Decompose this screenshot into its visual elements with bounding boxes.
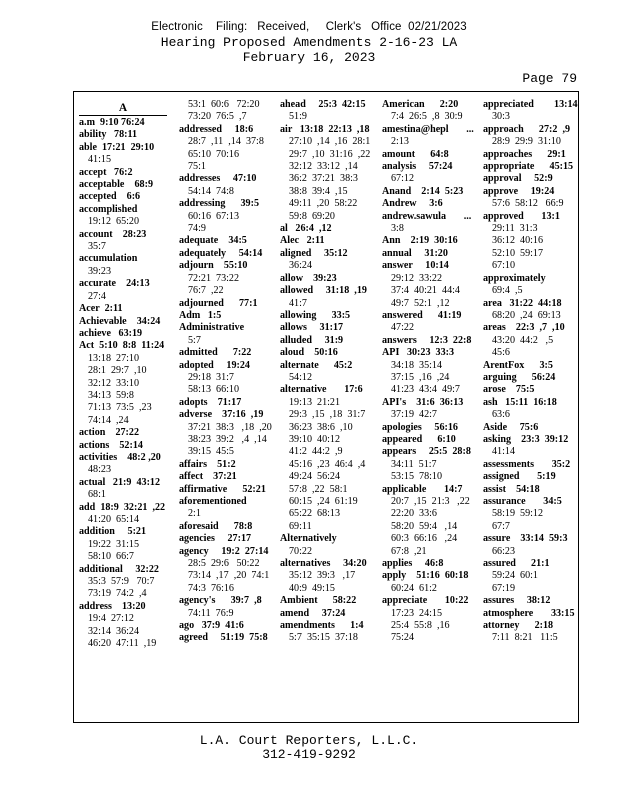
index-term: applies 46:8	[382, 558, 444, 570]
index-references: 41:2 44:2 ,9	[289, 446, 343, 458]
index-references: 34:18 35:14	[391, 359, 443, 371]
index-references: 73:20 76:5 ,7	[188, 111, 247, 123]
index-term: API 30:23 33:3	[382, 347, 455, 359]
index-term: ArentFox 3:5	[483, 359, 553, 371]
index-term: annual 31:20	[382, 247, 448, 259]
index-references: 29:11 31:3	[492, 223, 538, 235]
index-term: additional 32:22	[79, 563, 159, 575]
index-term: allows 31:17	[280, 322, 344, 334]
index-references: 35:7	[88, 241, 106, 253]
index-references: 34:11 51:7	[391, 458, 437, 470]
index-references: 67:12	[391, 173, 414, 185]
index-term: Alec 2:11	[280, 235, 325, 247]
index-references: 29:3 ,15 ,18 31:7	[289, 409, 366, 421]
index-references: 65:22 68:13	[289, 508, 341, 520]
index-term: assigned 5:19	[483, 471, 556, 483]
index-term: adjourn 55:10	[179, 260, 248, 272]
index-term: applicable 14:7	[382, 483, 463, 495]
index-references: 73:19 74:2 ,4	[88, 588, 147, 600]
index-references: 41:15	[88, 154, 111, 166]
section-letter: A	[79, 101, 167, 116]
index-references: 75:1	[188, 161, 206, 173]
index-references: 39:10 40:12	[289, 433, 341, 445]
index-term: alluded 31:9	[280, 334, 344, 346]
index-term: assessments 35:2	[483, 458, 571, 470]
index-term: allowing 33:5	[280, 309, 351, 321]
index-term: American 2:20	[382, 99, 459, 110]
index-term: actual 21:9 43:12	[79, 476, 161, 488]
index-term: agency 19:2 27:14	[179, 545, 269, 557]
index-references: 76:7 ,22	[188, 285, 224, 297]
index-references: 54:12	[289, 371, 312, 383]
index-references: 29:12 33:22	[391, 272, 443, 284]
transcript-date: February 16, 2023	[242, 50, 376, 65]
index-term: answered 41:19	[382, 309, 462, 321]
index-column-2	[179, 99, 275, 645]
index-term: affirmative 52:21	[179, 483, 266, 495]
index-column-3	[280, 99, 376, 645]
index-term: analysis 57:24	[382, 161, 453, 173]
index-references: 5:7	[188, 334, 201, 346]
index-references: 66:23	[492, 545, 515, 557]
index-term: aligned 35:12	[280, 247, 348, 259]
index-references: 5:7 35:15 37:18	[289, 632, 358, 644]
index-references: 53:1 60:6 72:20	[188, 99, 260, 110]
index-references: 75:24	[391, 632, 414, 644]
index-term: ability 78:11	[79, 129, 138, 141]
index-references: 41:7	[289, 297, 307, 309]
index-references: 32:12 33:12 ,14	[289, 161, 358, 173]
index-term: appreciated 13:14	[483, 99, 578, 110]
index-references: 25:4 55:8 ,16	[391, 620, 450, 632]
index-references: 30:3	[492, 111, 510, 123]
index-references: 54:14 74:8	[188, 185, 234, 197]
index-references: 36:2 37:21 38:3	[289, 173, 358, 185]
index-references: 45:16 ,23 46:4 ,4	[289, 458, 366, 470]
index-term: Administrative	[179, 322, 245, 334]
index-references: 37:15 ,16 ,24	[391, 371, 450, 383]
index-references: 37:21 38:3 ,18 ,20	[188, 421, 272, 433]
index-column-5	[483, 99, 579, 645]
index-term: Achievable 34:24	[79, 315, 161, 327]
index-references: 58:13 66:10	[188, 384, 240, 396]
index-term: Adm 1:5	[179, 309, 222, 321]
index-term: agreed 51:19 75:8	[179, 632, 268, 644]
index-term: area 31:22 44:18	[483, 297, 562, 309]
index-term: Anand 2:14 5:23	[382, 185, 464, 197]
transcript-title: Hearing Proposed Amendments 2-16-23 LA	[160, 35, 458, 50]
index-term: aforesaid 78:8	[179, 520, 253, 532]
index-references: 67:10	[492, 260, 515, 272]
index-term: a.m 9:10 76:24	[79, 117, 145, 128]
index-references: 71:13 73:5 ,23	[88, 402, 152, 414]
index-references: 74:14 ,24	[88, 414, 129, 426]
index-term: addition 5:21	[79, 526, 147, 538]
index-references: 43:20 44:2 ,5	[492, 334, 554, 346]
index-term: addressed 18:6	[179, 123, 254, 135]
index-references: 32:12 33:10	[88, 377, 140, 389]
index-term: al 26:4 ,12	[280, 223, 332, 235]
index-term: adopts 71:17	[179, 396, 242, 408]
index-term: alternate 45:2	[280, 359, 353, 371]
index-references: 67:7	[492, 520, 510, 532]
index-term: adjourned 77:1	[179, 297, 258, 309]
index-term: asking 23:3 39:12	[483, 433, 569, 445]
index-term: add 18:9 32:21 ,22	[79, 501, 166, 513]
index-references: 72:21 73:22	[188, 272, 240, 284]
index-term: approximately	[483, 272, 546, 284]
index-references: 49:11 ,20 58:22	[289, 198, 358, 210]
index-references: 57:8 ,22 58:1	[289, 483, 348, 495]
page-number: Page 79	[522, 71, 577, 86]
index-term: affairs 51:2	[179, 458, 236, 470]
index-term: adopted 19:24	[179, 359, 250, 371]
index-term: appeared 6:10	[382, 433, 456, 445]
index-references: 19:12 65:20	[88, 216, 140, 228]
index-references: 37:4 40:21 44:4	[391, 285, 460, 297]
index-references: 60:15 ,24 61:19	[289, 496, 358, 507]
index-term: attorney 2:18	[483, 620, 554, 632]
index-references: 69:11	[289, 520, 312, 532]
index-references: 68:20 ,24 69:13	[492, 309, 561, 321]
index-term: andrew.sawula ...	[382, 210, 472, 222]
index-term: appropriate 45:15	[483, 161, 574, 173]
index-term: Alternatively	[280, 533, 337, 545]
index-references: 7:11 8:21 11:5	[492, 632, 558, 644]
index-references: 49:24 56:24	[289, 471, 341, 483]
index-references: 48:23	[88, 464, 111, 476]
index-references: 27:10 ,14 ,16 28:1	[289, 136, 371, 148]
index-references: 73:14 ,17 ,20 74:1	[188, 570, 270, 582]
index-references: 7:4 26:5 ,8 30:9	[391, 111, 463, 123]
index-references: 19:4 27:12	[88, 613, 134, 625]
index-references: 59:8 69:20	[289, 210, 335, 222]
index-term: accurate 24:13	[79, 278, 150, 290]
index-references: 27:4	[88, 290, 106, 302]
index-term: aloud 50:16	[280, 347, 338, 359]
index-references: 46:20 47:11 ,19	[88, 638, 157, 650]
index-term: answer 10:14	[382, 260, 449, 272]
index-term: Ambient 58:22	[280, 595, 357, 607]
index-term: answers 12:3 22:8	[382, 334, 472, 346]
index-column-1	[79, 101, 175, 650]
index-references: 74:3 76:16	[188, 582, 234, 594]
index-term: Ann 2:19 30:16	[382, 235, 458, 247]
index-term: aforementioned	[179, 496, 247, 507]
index-term: amount 64:8	[382, 148, 449, 160]
index-term: Acer 2:11	[79, 303, 123, 315]
index-term: arguing 56:24	[483, 371, 556, 383]
index-term: Act 5:10 8:8 11:24	[79, 340, 165, 352]
index-term: alternative 17:6	[280, 384, 363, 396]
index-references: 70:22	[289, 545, 312, 557]
index-term: assured 21:1	[483, 558, 550, 570]
index-references: 32:14 36:24	[88, 625, 140, 637]
index-term: Andrew 3:6	[382, 198, 443, 210]
index-references: 51:9	[289, 111, 307, 123]
index-term: agency's 39:7 ,8	[179, 595, 262, 607]
index-term: assure 33:14 59:3	[483, 533, 568, 545]
index-references: 63:6	[492, 409, 510, 421]
index-references: 45:6	[492, 347, 510, 359]
index-term: approach 27:2 ,9	[483, 123, 571, 135]
index-references: 28:1 29:7 ,10	[88, 365, 147, 377]
index-term: areas 22:3 ,7 ,10	[483, 322, 565, 334]
index-term: ash 15:11 16:18	[483, 396, 557, 408]
index-term: ago 37:9 41:6	[179, 620, 244, 632]
index-term: approval 52:9	[483, 173, 553, 185]
index-term: adverse 37:16 ,19	[179, 409, 264, 421]
index-term: approved 13:1	[483, 210, 560, 222]
index-term: addressing 39:5	[179, 198, 260, 210]
index-term: amestina@hepl ...	[382, 123, 474, 135]
index-term: amendments 1:4	[280, 620, 364, 632]
index-references: 36:12 40:16	[492, 235, 544, 247]
index-references: 68:1	[88, 489, 106, 501]
index-term: appears 25:5 28:8	[382, 446, 471, 458]
index-term: assist 54:18	[483, 483, 540, 495]
index-references: 52:10 59:17	[492, 247, 544, 259]
index-references: 69:4 ,5	[492, 285, 523, 297]
index-references: 58:19 59:12	[492, 508, 544, 520]
index-references: 37:19 42:7	[391, 409, 437, 421]
index-term: ahead 25:3 42:15	[280, 99, 366, 110]
index-references: 65:10 70:16	[188, 148, 240, 160]
index-term: air 13:18 22:13 ,18	[280, 123, 370, 135]
index-term: action 27:22	[79, 427, 139, 439]
index-term: accepted 6:6	[79, 191, 141, 203]
index-references: 58:10 66:7	[88, 551, 134, 563]
index-term: Aside 75:6	[483, 421, 539, 433]
index-column-4	[382, 99, 478, 645]
index-term: able 17:21 29:10	[79, 141, 155, 153]
index-references: 47:22	[391, 322, 414, 334]
index-references: 17:23 24:15	[391, 607, 443, 619]
index-references: 36:23 38:6 ,10	[289, 421, 353, 433]
index-references: 22:20 33:6	[391, 508, 437, 520]
index-term: addresses 47:10	[179, 173, 257, 185]
index-references: 28:7 ,11 ,14 37:8	[188, 136, 264, 148]
index-term: assures 38:12	[483, 595, 551, 607]
index-term: arose 75:5	[483, 384, 535, 396]
index-references: 67:8 ,21	[391, 545, 427, 557]
index-term: appreciate 10:22	[382, 595, 469, 607]
index-references: 28:9 29:9 31:10	[492, 136, 561, 148]
index-references: 74:9	[188, 223, 206, 235]
index-term: adequate 34:5	[179, 235, 247, 247]
index-references: 35:12 39:3 ,17	[289, 570, 356, 582]
index-term: accomplished	[79, 203, 138, 215]
index-references: 53:15 78:10	[391, 471, 443, 483]
index-references: 19:22 31:15	[88, 538, 140, 550]
index-references: 20:7 ,15 21:3 ,22	[391, 496, 470, 507]
index-references: 13:18 27:10	[88, 352, 140, 364]
index-term: approaches 29:1	[483, 148, 566, 160]
index-term: amend 37:24	[280, 607, 346, 619]
index-term: account 28:23	[79, 228, 147, 240]
index-term: actions 52:14	[79, 439, 143, 451]
index-term: accumulation	[79, 253, 138, 265]
index-term: API's 31:6 36:13	[382, 396, 464, 408]
index-term: affect 37:21	[179, 471, 237, 483]
index-references: 41:14	[492, 446, 515, 458]
index-term: approve 19:24	[483, 185, 555, 197]
index-term: acceptable 68:9	[79, 179, 154, 191]
index-references: 2:1	[188, 508, 201, 520]
index-references: 67:19	[492, 582, 515, 594]
index-references: 40:9 49:15	[289, 582, 335, 594]
index-references: 38:8 39:4 ,15	[289, 185, 348, 197]
index-term: allowed 31:18 ,19	[280, 285, 367, 297]
index-references: 41:20 65:14	[88, 514, 140, 525]
index-term: assurance 34:5	[483, 496, 562, 507]
index-term: adequately 54:14	[179, 247, 263, 259]
index-term: apologies 56:16	[382, 421, 458, 433]
index-references: 60:16 67:13	[188, 210, 240, 222]
index-references: 39:15 45:5	[188, 446, 234, 458]
index-references: 58:20 59:4 ,14	[391, 520, 458, 532]
index-references: 38:23 39:2 ,4 ,14	[188, 433, 267, 445]
efiling-stamp: Electronic Filing: Received, Clerk's Office 02/21/2023	[151, 21, 467, 33]
index-term: accept 76:2	[79, 166, 133, 178]
index-references: 2:13	[391, 136, 409, 148]
index-references: 29:18 31:7	[188, 371, 234, 383]
index-term: address 13:20	[79, 600, 146, 612]
index-term: agencies 27:17	[179, 533, 252, 545]
index-references: 60:3 66:16 ,24	[391, 533, 458, 545]
index-term: admitted 7:22	[179, 347, 252, 359]
index-references: 29:7 ,10 31:16 ,22	[289, 148, 371, 160]
footer-company: L.A. Court Reporters, L.L.C.	[199, 733, 419, 748]
index-references: 59:24 60:1	[492, 570, 538, 582]
index-term: activities 48:2 ,20	[79, 451, 161, 463]
index-references: 60:24 61:2	[391, 582, 437, 594]
index-references: 3:8	[391, 223, 404, 235]
index-term: atmosphere 33:15	[483, 607, 575, 619]
index-term: alternatives 34:20	[280, 558, 367, 570]
index-references: 39:23	[88, 265, 111, 277]
index-references: 36:24	[289, 260, 312, 272]
index-references: 19:13 21:21	[289, 396, 341, 408]
index-references: 28:5 29:6 50:22	[188, 558, 260, 570]
index-references: 41:23 43:4 49:7	[391, 384, 460, 396]
index-references: 74:11 76:9	[188, 607, 234, 619]
index-term: allow 39:23	[280, 272, 337, 284]
index-term: apply 51:16 60:18	[382, 570, 469, 582]
index-references: 49:7 52:1 ,12	[391, 297, 450, 309]
index-references: 35:3 57:9 70:7	[88, 576, 155, 588]
index-references: 34:13 59:8	[88, 389, 134, 401]
footer-phone: 312-419-9292	[262, 747, 356, 762]
index-references: 57:6 58:12 66:9	[492, 198, 564, 210]
index-term: achieve 63:19	[79, 327, 143, 339]
